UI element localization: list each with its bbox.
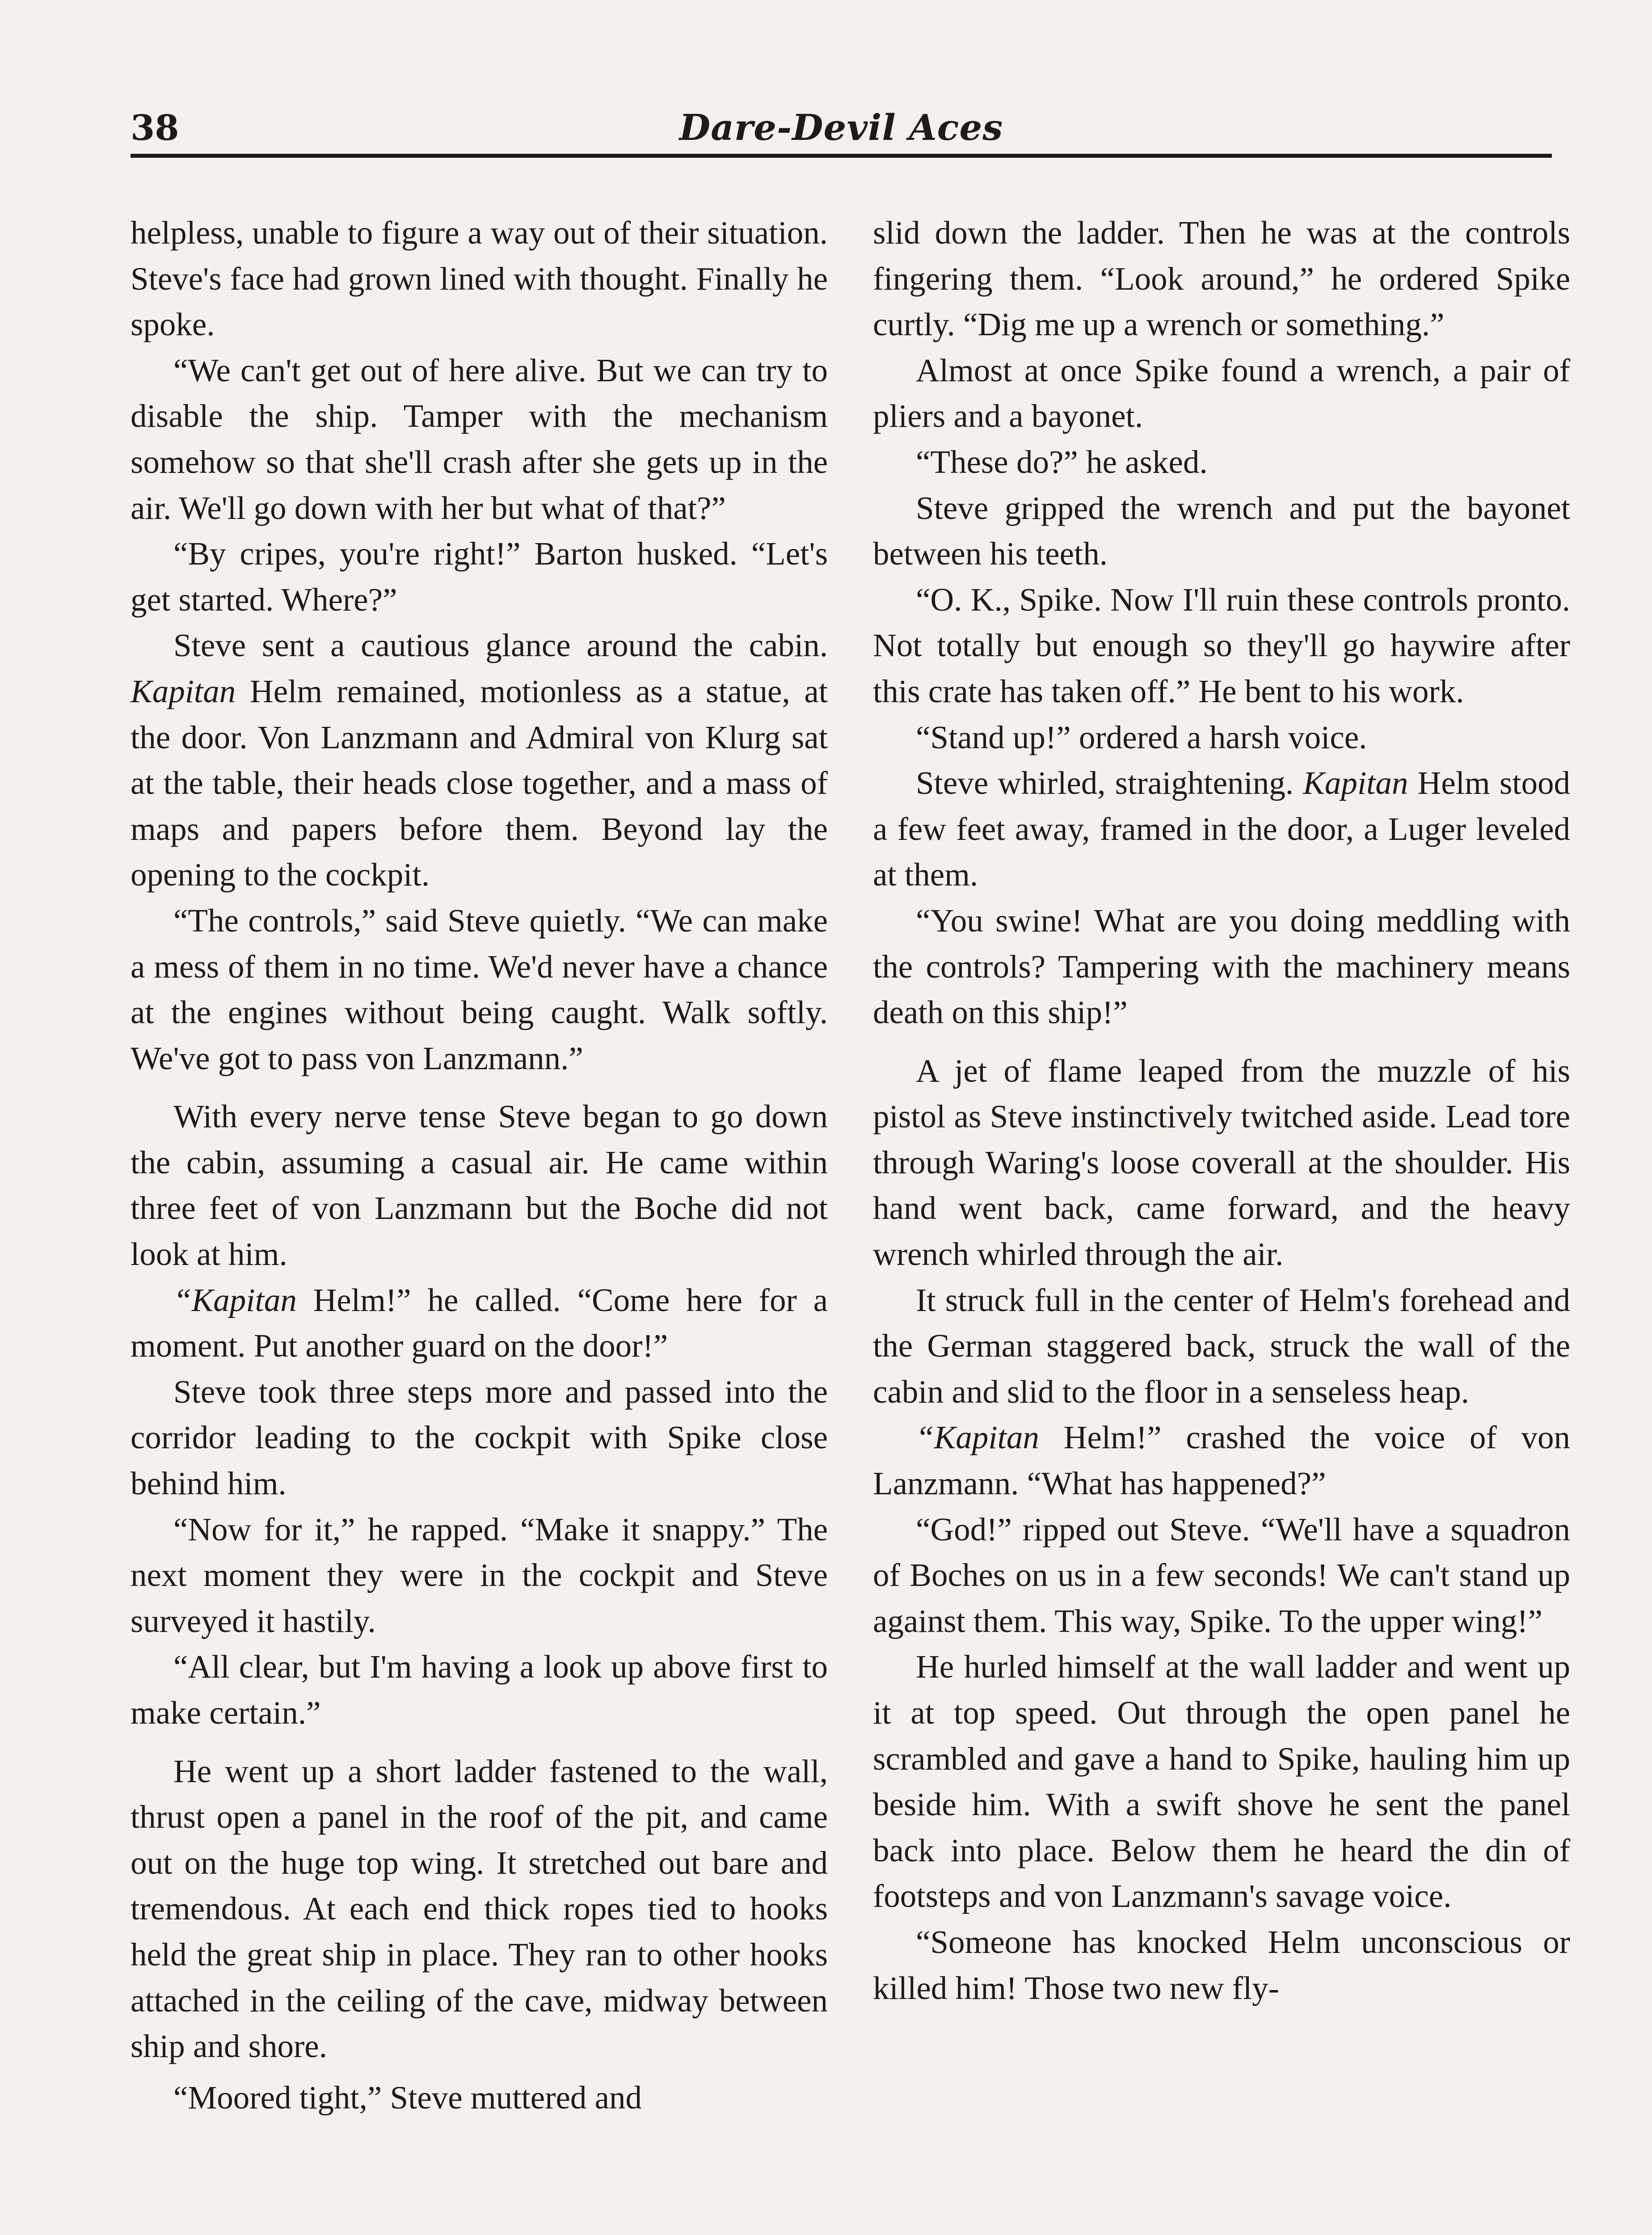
paragraph: “You swine! What are you doing meddling with the controls? Tampering with the machinery means death on this ship!”	[873, 902, 1570, 1031]
paragraph: Steve whirled, straightening. Kapitan Helm stood a few feet away, framed in the door, a Luger leveled at them.	[873, 765, 1571, 893]
paragraph: A jet of flame leaped from the muzzle of his pistol as Steve instinctively twitched aside. Lead tore through Waring's loose coverall at the shoulder. His hand went back, came forward, and the heavy wrench whirled through the air.	[873, 1052, 1570, 1273]
paragraph: With every nerve tense Steve began to go down the cabin, assuming a casual air. He came within three feet of von Lanzmann but the Boche did not look at him.	[131, 1098, 828, 1273]
paragraph: “We can't get out of here alive. But we can try to disable the ship. Tamper with the mechanism somehow so that she'll crash after she gets up in the air. We'll go down with her but what of that?”	[131, 352, 828, 526]
italic-word: Kapitan	[131, 673, 236, 709]
italic-word: “Kapitan	[916, 1419, 1039, 1456]
page-header	[131, 104, 1552, 153]
paragraph: “The controls,” said Steve quietly. “We can make a mess of them in no time. We'd never have a chance at the engines without being caught. Walk softly. We've got to pass von Lanzmann.”	[131, 902, 828, 1076]
paragraph: Steve sent a cautious glance around the cabin. Kapitan Helm remained, motionless as a statue, at the door. Von Lanzmann and Admiral von Klurg sat at the table, their heads close together, and a mass of maps and papers before them. Beyond lay the opening to the cockpit.	[131, 627, 828, 893]
paragraph: “Moored tight,” Steve muttered and	[173, 2079, 642, 2116]
paragraph: “O. K., Spike. Now I'll ruin these controls pronto. Not totally but enough so they'll go haywire after this crate has taken off.” He bent to his work.	[873, 581, 1570, 709]
italic-word: Kapitan	[1303, 765, 1408, 801]
paragraph: helpless, unable to figure a way out of their situation. Steve's face had grown lined with thought. Finally he spoke.	[131, 215, 828, 343]
page-number: 38	[131, 108, 179, 148]
paragraph: He went up a short ladder fastened to the wall, thrust open a panel in the roof of the pit, and came out on the huge top wing. It stretched out bare and tremendous. At each end thick ropes tied to hooks held the great ship in place. They ran to other hooks attached in the ceiling of the cave, midway between ship and shore.	[131, 1753, 828, 2065]
paragraph: It struck full in the center of Helm's forehead and the German staggered back, struck the wall of the cabin and slid to the floor in a senseless heap.	[873, 1282, 1570, 1410]
paragraph: “God!” ripped out Steve. “We'll have a squadron of Boches on us in a few seconds! We can't stand up against them. This way, Spike. To the upper wing!”	[873, 1511, 1570, 1639]
paragraph: “These do?” he asked.	[916, 443, 1208, 480]
left-column	[131, 210, 828, 2121]
magazine-title: Dare-Devil Aces	[679, 106, 1003, 148]
right-column	[873, 210, 1570, 2011]
paragraph: “All clear, but I'm having a look up above first to make certain.”	[131, 1649, 828, 1731]
paragraph: “Stand up!” ordered a harsh voice.	[916, 719, 1367, 755]
header-rule	[131, 154, 1552, 158]
paragraph: “Kapitan Helm!” he called. “Come here for a moment. Put another guard on the door!”	[131, 1282, 828, 1364]
paragraph: He hurled himself at the wall ladder and went up it at top speed. Out through the open panel he scrambled and gave a hand to Spike, hauling him up beside him. With a swift shove he sent the panel back into place. Below them he heard the din of footsteps and von Lanzmann's savage voice.	[873, 1649, 1570, 1915]
paragraph: “By cripes, you're right!” Barton husked. “Let's get started. Where?”	[131, 536, 828, 618]
paragraph: Steve took three steps more and passed into the corridor leading to the cockpit with Spike close behind him.	[131, 1373, 828, 1502]
paragraph: Steve gripped the wrench and put the bayonet between his teeth.	[873, 489, 1570, 572]
paragraph: slid down the ladder. Then he was at the controls fingering them. “Look around,” he ordered Spike curtly. “Dig me up a wrench or something.”	[873, 215, 1570, 343]
paragraph: “Now for it,” he rapped. “Make it snappy.” The next moment they were in the cockpit and Steve surveyed it hastily.	[131, 1511, 828, 1639]
italic-word: “Kapitan	[173, 1282, 297, 1318]
paragraph: “Someone has knocked Helm unconscious or killed him! Those two new fly-	[873, 1923, 1570, 2006]
paragraph: Almost at once Spike found a wrench, a pair of pliers and a bayonet.	[873, 352, 1570, 434]
paragraph: “Kapitan Helm!” crashed the voice of von Lanzmann. “What has happened?”	[873, 1419, 1571, 1502]
